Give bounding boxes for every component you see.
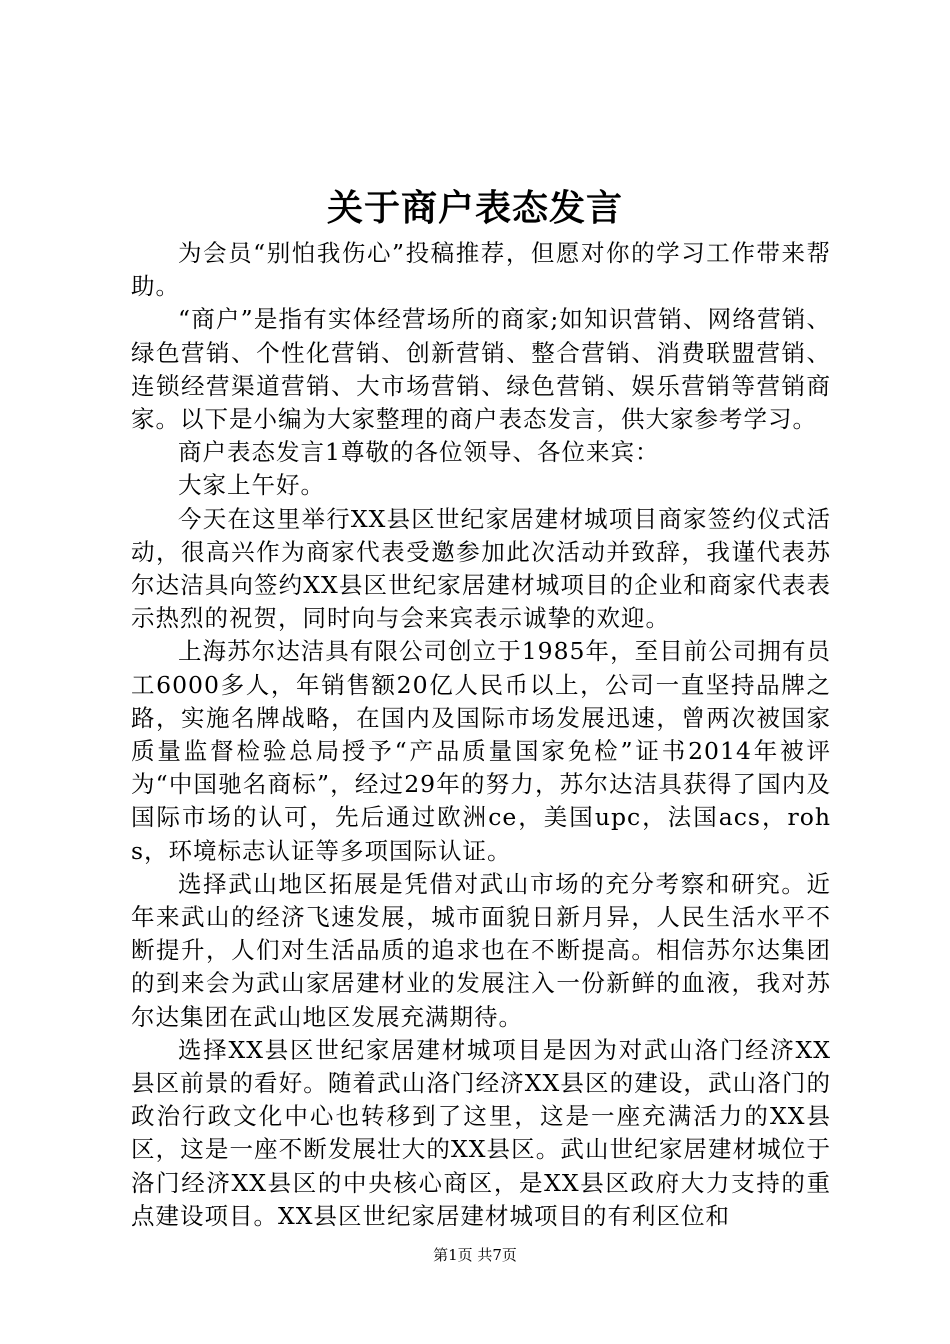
paragraph-greeting: 大家上午好。 [178, 471, 325, 500]
document-title: 关于商户表态发言 [326, 187, 623, 229]
paragraph-intro: 为会员“别怕我伤心”投稿推荐，但愿对你的学习工作带来帮助。 [131, 239, 831, 301]
paragraph-project: 选择XX县区世纪家居建材城项目是因为对武山洛门经济XX县区前景的看好。随着武山洛门经济XX县区的建设，武山洛门的政治行政文化中心也转移到了这里，这是一座充满活力的XX县区，这是一座不断发展壮大的XX县区。武山世纪家居建材城位于洛门经济XX县区的中央核心商区，是XX县区政府大力支持的重点建设项目。XX县区世纪家居建材城项目的有利区位和 [131, 1035, 831, 1230]
document-body [131, 237, 831, 1233]
paragraph-ceremony: 今天在这里举行XX县区世纪家居建材城项目商家签约仪式活动，很高兴作为商家代表受邀参加此次活动并致辞，我谨代表苏尔达洁具向签约XX县区世纪家居建材城项目的企业和商家代表表示热烈的祝贺，同时向与会来宾表示诚挚的欢迎。 [131, 504, 831, 633]
paragraph-market: 选择武山地区拓展是凭借对武山市场的充分考察和研究。近年来武山的经济飞速发展，城市面貌日新月异，人民生活水平不断提升，人们对生活品质的追求也在不断提高。相信苏尔达集团的到来会为武山家居建材业的发展注入一份新鲜的血液，我对苏尔达集团在武山地区发展充满期待。 [131, 869, 831, 1031]
paragraph-definition: “商户”是指有实体经营场所的商家;如知识营销、网络营销、绿色营销、个性化营销、创新营销、整合营销、消费联盟营销、连锁经营渠道营销、大市场营销、绿色营销、娱乐营销等营销商家。以下是小编为大家整理的商户表态发言，供大家参考学习。 [131, 305, 831, 434]
page-number-footer: 第1页 共7页 [433, 1246, 517, 1264]
paragraph-salutation: 商户表态发言1尊敬的各位领导、各位来宾： [178, 438, 660, 467]
paragraph-company: 上海苏尔达洁具有限公司创立于1985年，至目前公司拥有员工6000多人，年销售额20亿人民币以上，公司一直坚持品牌之路，实施名牌战略，在国内及国际市场发展迅速，曾两次被国家质量监督检验总局授予“产品质量国家免检”证书2014年被评为“中国驰名商标”，经过29年的努力，苏尔达洁具获得了国内及国际市场的认可，先后通过欧洲ce，美国upc，法国acs，rohs，环境标志认证等多项国际认证。 [131, 637, 831, 865]
